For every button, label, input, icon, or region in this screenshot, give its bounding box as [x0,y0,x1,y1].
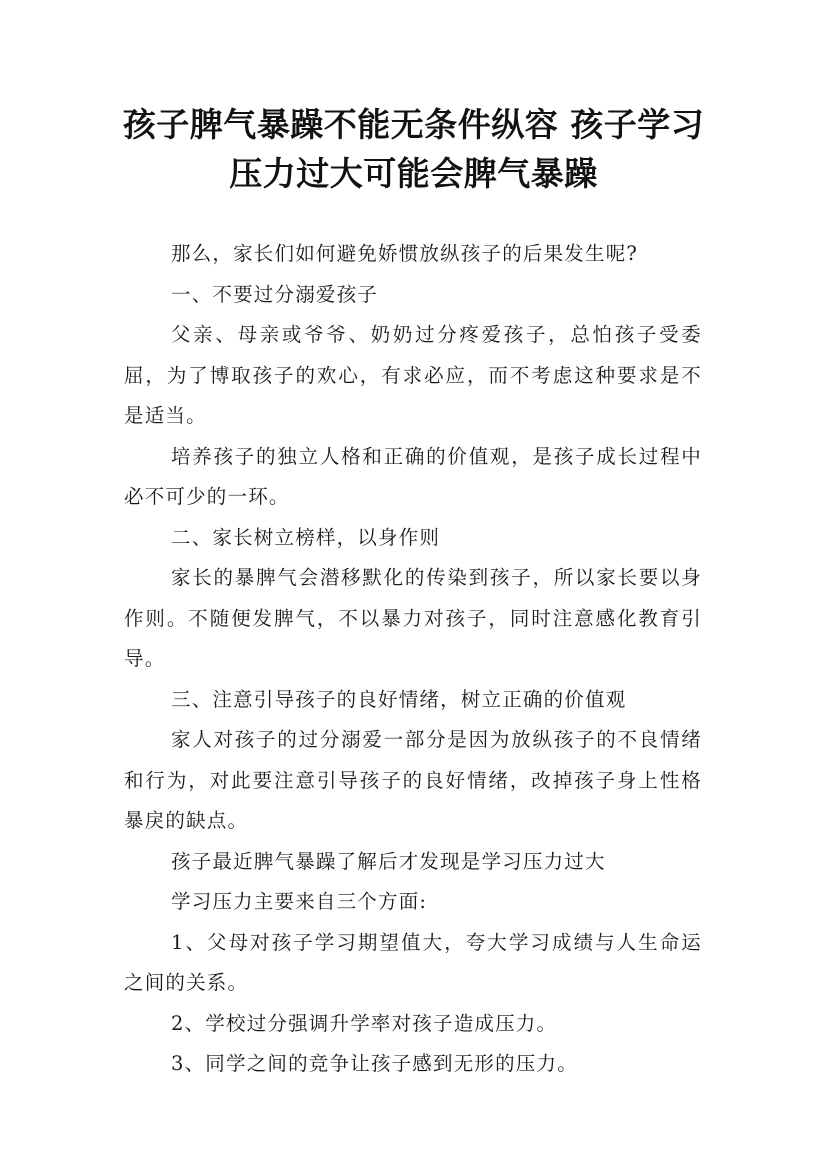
section-heading: 二、家长树立榜样，以身作则 [171,525,441,549]
paragraph: 孩子最近脾气暴躁了解后才发现是学习压力过大 [171,849,606,873]
list-item: 2、学校过分强调升学率对孩子造成压力。 [171,1011,558,1035]
paragraph: 家人对孩子的过分溺爱一部分是因为放纵孩子的不良情绪和行为，对此要注意引导孩子的良好情绪，改掉孩子身上性格暴戾的缺点。 [124,728,702,832]
section-heading: 一、不要过分溺爱孩子 [171,282,379,306]
paragraph: 家长的暴脾气会潜移默化的传染到孩子，所以家长要以身作则。不随便发脾气，不以暴力对孩子，同时注意感化教育引导。 [124,566,702,670]
paragraph: 学习压力主要来自三个方面: [171,890,428,913]
list-item: 1、父母对孩子学习期望值大，夸大学习成绩与人生命运之间的关系。 [124,930,702,994]
list-item: 3、同学之间的竞争让孩子感到无形的压力。 [171,1052,578,1075]
paragraph: 培养孩子的独立人格和正确的价值观，是孩子成长过程中必不可少的一环。 [124,444,702,508]
section-heading: 三、注意引导孩子的良好情绪，树立正确的价值观 [171,687,627,711]
document-title: 孩子脾气暴躁不能无条件纵容 孩子学习压力过大可能会脾气暴躁 [122,105,705,193]
paragraph: 父亲、母亲或爷爷、奶奶过分疼爱孩子，总怕孩子受委屈，为了博取孩子的欢心，有求必应，而不考虑这种要求是不是适当。 [124,323,702,427]
document-body [124,234,702,1085]
paragraph: 那么，家长们如何避免娇惯放纵孩子的后果发生呢? [171,242,639,265]
